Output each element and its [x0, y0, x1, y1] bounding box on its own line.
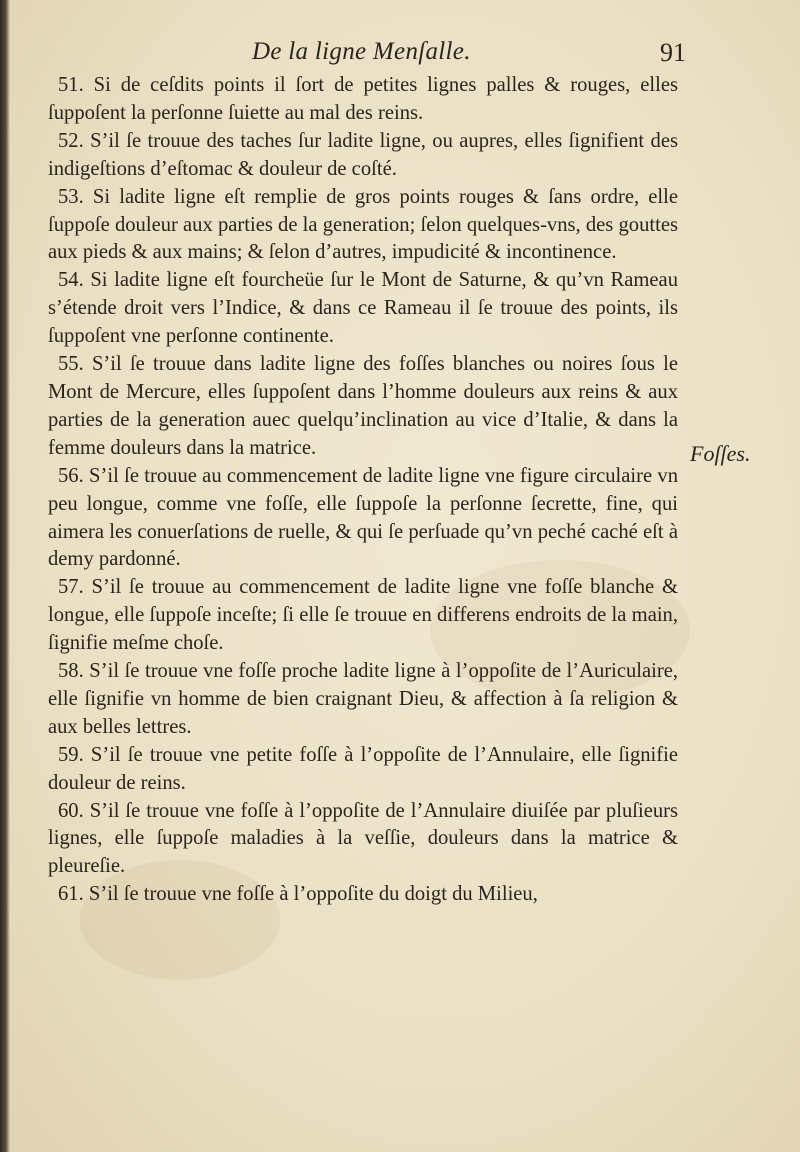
- body-text: [48, 72, 678, 909]
- paragraph-56: 56. S’il ſe trouue au commencement de ladite ligne vne figure circulaire vn peu longue, comme vne foſſe, elle ſuppoſe la perſonne ſecrette, fine, qui aimera les conuerſations de ruelle, & qui ſe perſuade qu’vn peché caché eſt à demy pardonné.: [48, 464, 678, 571]
- paragraph-57: 57. S’il ſe trouue au commencement de ladite ligne vne foſſe blanche & longue, elle ſuppoſe inceſte; ſi elle ſe trouue en differens endroits de la main, ſignifie meſme choſe.: [48, 576, 678, 655]
- paragraph-58: 58. S’il ſe trouue vne foſſe proche ladite ligne à l’oppoſite de l’Auriculaire, elle ſignifie vn homme de bien craignant Dieu, & affection à ſa religion & aux belles lettres.: [48, 660, 678, 738]
- paragraph-51: 51. Si de ceſdits points il ſort de petites lignes palles & rouges, elles ſuppoſent la perſonne ſuiette au mal des reins.: [48, 74, 678, 124]
- paragraph-55: 55. S’il ſe trouue dans ladite ligne des foſſes blanches ou noires ſous le Mont de Mercure, elles ſuppoſent dans l’homme douleurs aux reins & aux parties de la generation auec quelqu’inclination au vice d’Italie, & dans la femme douleurs dans la matrice.: [48, 353, 678, 459]
- paragraph-54: 54. Si ladite ligne eſt fourcheüe ſur le Mont de Saturne, & qu’vn Rameau s’étende droit vers l’Indice, & dans ce Rameau il ſe trouue des points, ils ſuppoſent vne perſonne continente.: [48, 269, 678, 348]
- running-title: De la ligne Menſalle.: [252, 38, 471, 65]
- page-header: [52, 38, 684, 74]
- margin-note: Foſſes.: [690, 441, 751, 466]
- paragraph-52: 52. S’il ſe trouue des taches ſur ladite ligne, ou aupres, elles ſignifient des indigeſtions d’eſtomac & douleur de coſté.: [48, 129, 678, 180]
- paragraph-61: 61. S’il ſe trouue vne foſſe à l’oppoſite du doigt du Milieu,: [58, 883, 538, 906]
- paragraph-53: 53. Si ladite ligne eſt remplie de gros points rouges & ſans ordre, elle ſuppoſe douleur aux parties de la generation; ſelon quelques-vns, des gouttes aux pieds & aux mains; & ſelon d’autres, impudicité & incontinence.: [48, 185, 678, 264]
- book-spine-shadow: [0, 0, 10, 1152]
- paragraph-60: 60. S’il ſe trouue vne foſſe à l’oppoſite de l’Annulaire diuiſée par pluſieurs lignes, elle ſuppoſe maladies à la veſſie, douleurs dans la matrice & pleureſie.: [48, 799, 678, 878]
- page-number: 91: [660, 38, 686, 67]
- paragraph-59: 59. S’il ſe trouue vne petite foſſe à l’oppoſite de l’Annulaire, elle ſignifie douleur de reins.: [48, 743, 678, 794]
